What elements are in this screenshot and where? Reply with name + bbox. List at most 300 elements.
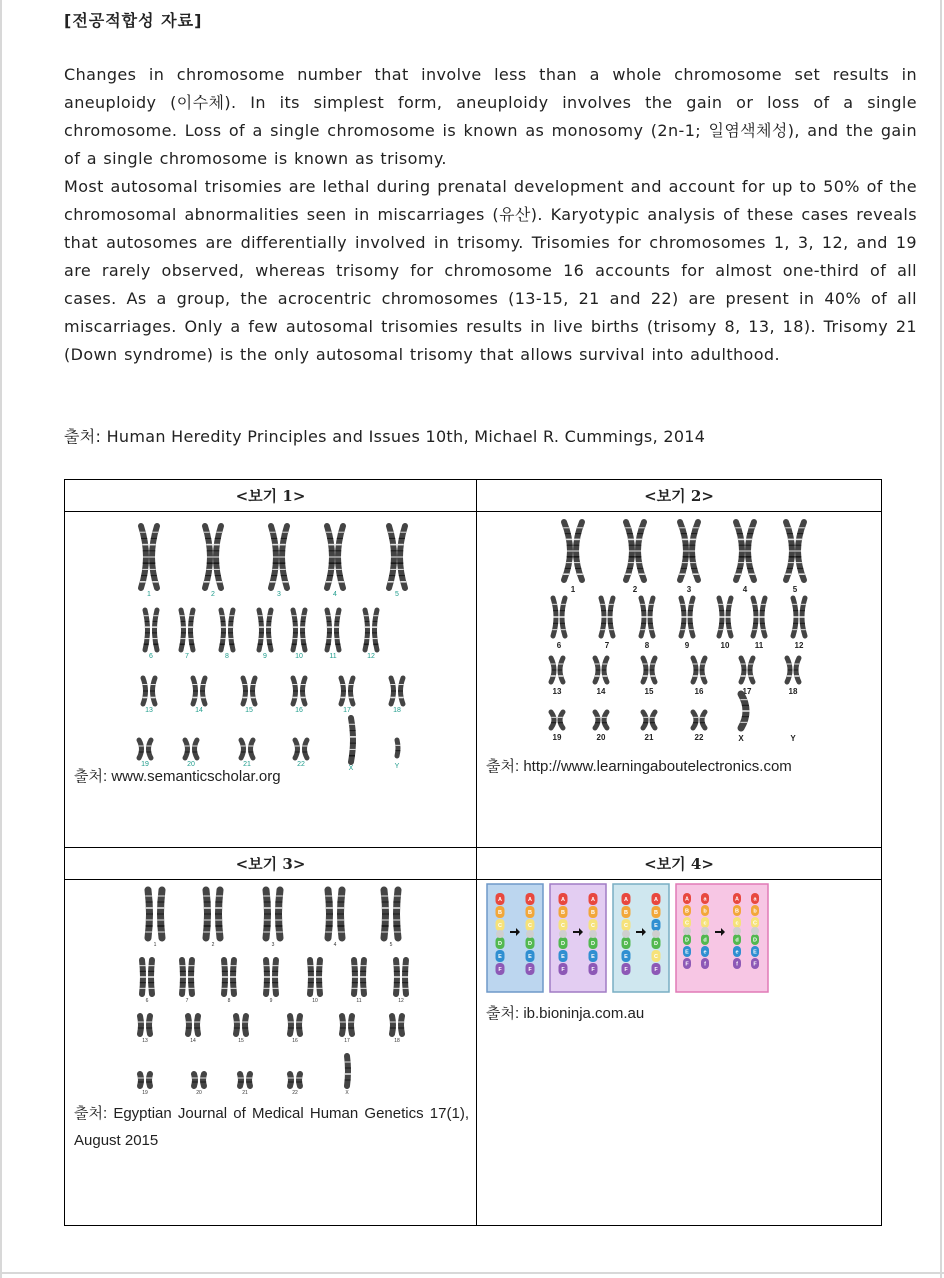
k2-chromosome-5-b: [795, 522, 805, 580]
k3-chromosome-20-b: [200, 1074, 206, 1086]
k1-label-20: 20: [187, 761, 195, 768]
k2-chromosome-11-a: [752, 598, 758, 636]
k2-chromosome-21-b: [650, 712, 655, 728]
panel-3-original-gene-label: C: [624, 923, 628, 929]
k1-label-X: X: [348, 765, 354, 770]
k3-chromosome-8-a: [222, 960, 228, 994]
panel-3-original-gene-label: A: [624, 897, 628, 903]
panel-3-mutated-gene-label: C: [654, 954, 658, 960]
panel-1-original-gene-label: C: [498, 923, 502, 929]
chromosome-mutation-diagram: [486, 883, 770, 995]
example-1-citation: 출처: www.semanticscholar.org: [74, 768, 281, 785]
panel-2-original-gene-label: A: [561, 897, 565, 903]
k2-chromosome-2-b: [635, 522, 645, 580]
karyotype-image-3: [129, 884, 411, 1106]
k3-label-18: 18: [394, 1038, 400, 1044]
panel-4-result-a-gene-label: c: [735, 920, 739, 927]
k1-label-10: 10: [295, 653, 303, 660]
karyotype-3-svg: [129, 884, 411, 1106]
k2-chromosome-22-b: [700, 712, 705, 728]
k2-label-20: 20: [596, 733, 606, 742]
k1-label-5: 5: [395, 591, 399, 598]
k3-label-13: 13: [142, 1038, 148, 1044]
k3-chromosome-17-b: [348, 1016, 354, 1034]
panel-4-result-b-gene-label: E: [753, 949, 757, 956]
k2-chromosome-12-a: [792, 598, 798, 636]
k1-chromosome-1-b: [149, 526, 158, 588]
k2-label-11: 11: [754, 641, 764, 650]
k1-chromosome-2-b: [213, 526, 222, 588]
panel-3-original-gene-label: E: [624, 954, 628, 960]
page-heading: [전공적합성 자료]: [64, 11, 203, 30]
panel-4-result-b-gene-label: b: [753, 908, 757, 915]
example-4-citation: 출처: ib.bioninja.com.au: [486, 1005, 645, 1022]
panel-2-mutated-gene-label: A: [591, 897, 595, 903]
panel-2-original-gene-label: C: [561, 923, 565, 929]
k3-chromosome-3-a: [263, 890, 271, 938]
example-3-header: <보기 3>: [65, 848, 477, 880]
panel-2-mutated-gene-label: E: [591, 954, 595, 960]
panel-4-chrom-b-gene-label: a: [703, 896, 707, 903]
k2-chromosome-19-b: [558, 712, 563, 728]
k1-chromosome-15-a: [242, 678, 248, 704]
k2-chromosome-10-a: [718, 598, 724, 636]
paragraph-trisomies: Most autosomal trisomies are lethal during prenatal development and account for up to 50% of the chromosomal abnormalities seen in miscarriages (유산). Karyotypic analysis of these cases reveals that autosomes are differentially involved in trisomy. Trisomies for chromosomes 1, 3, 12, and 19 are rarely observed, whereas trisomy for chromosome 16 accounts for almost one-third of all cases. As a group, the acrocentric chromosomes (13-15, 21 and 22) are present in 40% of all miscarriages. Only a few autosomal trisomies results in live births (trisomy 8, 13, 18). Trisomy 21 (Down syndrome) is the only autosomal trisomy that allows survival into adulthood.: [64, 177, 917, 364]
k3-chromosome-5-a: [381, 890, 389, 938]
panel-1-original-gene-label: E: [498, 954, 502, 960]
k1-chromosome-4-a: [326, 526, 335, 588]
k1-chromosome-18-a: [390, 678, 396, 704]
k2-chromosome-9-a: [680, 598, 686, 636]
k3-label-11: 11: [356, 998, 362, 1004]
panel-2-original-centromere: [559, 930, 567, 938]
panel-2-mutated-gene-label: D: [591, 941, 595, 947]
k2-label-18: 18: [788, 687, 798, 696]
k1-chromosome-18-b: [398, 678, 404, 704]
k1-chromosome-11-b: [334, 610, 340, 650]
k2-chromosome-11-b: [760, 598, 766, 636]
examples-table: [64, 479, 882, 1226]
example-3-citation: 출처: Egyptian Journal of Medical Human Genetics 17(1), August 2015: [74, 1105, 469, 1149]
panel-4-chrom-a-gene-label: F: [685, 961, 689, 968]
k1-chromosome-10-a: [292, 610, 298, 650]
panel-2-original-gene-label: B: [561, 910, 565, 916]
k2-chromosome-7-a: [600, 598, 606, 636]
k3-chromosome-4-b: [337, 890, 345, 938]
k3-chromosome-1-a: [145, 890, 153, 938]
k2-chromosome-17-a: [741, 658, 747, 682]
k3-label-8: 8: [227, 998, 231, 1004]
k1-chromosome-13-b: [150, 678, 156, 704]
k3-chromosome-20-a: [192, 1074, 198, 1086]
panel-1-mutated-gene-label: E: [528, 954, 532, 960]
k3-chromosome-6-a: [140, 960, 146, 994]
k3-label-5: 5: [389, 942, 393, 948]
panel-1-original-gene-label: A: [498, 897, 502, 903]
k2-chromosome-19-a: [551, 712, 556, 728]
k2-chromosome-15-a: [643, 658, 649, 682]
k3-chromosome-21-b: [246, 1074, 252, 1086]
example-1-header: <보기 1>: [65, 480, 477, 512]
panel-4-result-a-gene-label: f: [736, 961, 738, 968]
panel-3-original-gene-label: D: [624, 941, 628, 947]
k2-chromosome-13-b: [558, 658, 564, 682]
k3-chromosome-5-b: [393, 890, 401, 938]
k1-label-6: 6: [149, 653, 153, 660]
panel-4-chrom-b-gene-label: c: [703, 920, 707, 927]
k1-label-22: 22: [297, 761, 305, 768]
panel-1-mutated-gene-label: B: [528, 910, 532, 916]
k1-chromosome-6-b: [152, 610, 158, 650]
k2-chromosome-4-b: [745, 522, 755, 580]
k1-label-17: 17: [343, 707, 351, 714]
panel-3-original-centromere: [622, 930, 630, 938]
k3-chromosome-X: [345, 1056, 351, 1086]
k2-chromosome-X: [740, 694, 749, 728]
k3-chromosome-19-b: [146, 1074, 152, 1086]
k3-chromosome-1-b: [157, 890, 165, 938]
k1-label-9: 9: [263, 653, 267, 660]
panel-4-chrom-b-gene-label: b: [703, 908, 707, 915]
mutation-panel-4: [676, 884, 768, 992]
panel-1-original-gene-label: F: [498, 967, 502, 973]
k3-label-4: 4: [333, 942, 337, 948]
k2-chromosome-3-b: [689, 522, 699, 580]
panel-1-original-centromere: [496, 930, 504, 938]
k3-label-19: 19: [142, 1090, 148, 1096]
k1-chromosome-20-a: [185, 740, 190, 758]
k2-chromosome-16-a: [693, 658, 699, 682]
example-2-cell: [477, 512, 882, 848]
k2-label-19: 19: [552, 733, 562, 742]
k1-chromosome-8-b: [228, 610, 234, 650]
k3-chromosome-14-b: [194, 1016, 200, 1034]
panel-4-chrom-a-gene-label: D: [685, 937, 689, 944]
panel-1-mutated-gene-label: A: [528, 897, 532, 903]
k2-label-3: 3: [686, 585, 692, 594]
k3-chromosome-7-b: [188, 960, 194, 994]
k2-label-16: 16: [694, 687, 704, 696]
k1-label-2: 2: [211, 591, 215, 598]
k1-label-3: 3: [277, 591, 281, 598]
panel-1-mutated-gene-label: F: [528, 967, 532, 973]
k3-chromosome-18-a: [390, 1016, 396, 1034]
karyotype-2-svg: [537, 516, 822, 752]
k1-chromosome-22-b: [302, 740, 307, 758]
k1-chromosome-5-b: [397, 526, 406, 588]
k3-chromosome-11-a: [352, 960, 358, 994]
example-1-cell: [65, 512, 477, 848]
panel-1-mutated-gene-label: D: [528, 941, 532, 947]
k1-label-16: 16: [295, 707, 303, 714]
k3-chromosome-3-b: [275, 890, 283, 938]
k3-chromosome-4-a: [325, 890, 333, 938]
k3-chromosome-16-a: [288, 1016, 294, 1034]
k2-chromosome-4-a: [735, 522, 745, 580]
k2-chromosome-14-b: [602, 658, 608, 682]
k1-chromosome-13-a: [142, 678, 148, 704]
panel-1-mutated-gene-label: C: [528, 923, 532, 929]
panel-4-result-b-gene-label: a: [753, 896, 757, 903]
k2-chromosome-9-b: [688, 598, 694, 636]
k1-chromosome-19-a: [139, 740, 144, 758]
k2-chromosome-6-b: [560, 598, 566, 636]
k1-chromosome-3-b: [279, 526, 288, 588]
page-frame-right: [940, 0, 942, 1278]
panel-4-chrom-a-gene-label: E: [685, 949, 689, 956]
panel-3-mutated-gene-label: F: [654, 967, 658, 973]
k3-label-X: X: [345, 1090, 349, 1096]
k2-chromosome-7-b: [608, 598, 614, 636]
k1-label-1: 1: [147, 591, 151, 598]
k2-label-12: 12: [794, 641, 804, 650]
k3-label-15: 15: [238, 1038, 244, 1044]
k3-chromosome-11-b: [360, 960, 366, 994]
panel-2-mutated-centromere: [589, 930, 597, 938]
k3-chromosome-10-b: [316, 960, 322, 994]
k2-chromosome-15-b: [650, 658, 656, 682]
k2-chromosome-10-b: [726, 598, 732, 636]
k3-chromosome-2-b: [215, 890, 223, 938]
panel-2-original-gene-label: F: [561, 967, 565, 973]
k2-chromosome-17-b: [748, 658, 754, 682]
k1-label-13: 13: [145, 707, 153, 714]
k2-label-2: 2: [632, 585, 638, 594]
k2-label-6: 6: [556, 641, 562, 650]
k2-label-15: 15: [644, 687, 654, 696]
k1-chromosome-5-a: [388, 526, 397, 588]
source-citation: 출처: Human Heredity Principles and Issues 10th, Michael R. Cummings, 2014: [64, 427, 706, 446]
k3-label-9: 9: [269, 998, 273, 1004]
k3-chromosome-2-a: [203, 890, 211, 938]
k1-chromosome-16-b: [300, 678, 306, 704]
panel-4-chrom-b-centromere: [701, 927, 709, 935]
k1-chromosome-21-b: [248, 740, 253, 758]
k1-label-8: 8: [225, 653, 229, 660]
k2-chromosome-3-a: [679, 522, 689, 580]
k2-label-X: X: [738, 734, 744, 743]
panel-4-result-b-gene-label: D: [753, 937, 757, 944]
panel-4-chrom-b-gene-label: f: [704, 961, 706, 968]
k1-chromosome-15-b: [250, 678, 256, 704]
k2-chromosome-21-a: [643, 712, 648, 728]
k1-chromosome-7-a: [180, 610, 186, 650]
k3-label-22: 22: [292, 1090, 298, 1096]
k3-chromosome-6-b: [148, 960, 154, 994]
k3-label-20: 20: [196, 1090, 202, 1096]
k1-label-4: 4: [333, 591, 337, 598]
panel-4-chrom-b-gene-label: e: [703, 949, 707, 956]
k2-chromosome-20-a: [595, 712, 600, 728]
k3-label-10: 10: [312, 998, 318, 1004]
k3-chromosome-7-a: [180, 960, 186, 994]
panel-4-result-a-gene-label: d: [735, 937, 739, 944]
k3-label-1: 1: [153, 942, 157, 948]
k2-chromosome-18-a: [787, 658, 793, 682]
k2-chromosome-22-a: [693, 712, 698, 728]
k3-chromosome-15-b: [242, 1016, 248, 1034]
k1-chromosome-22-a: [295, 740, 300, 758]
mutation-panel-2: [550, 884, 606, 992]
k2-label-Y: Y: [790, 734, 796, 743]
k2-chromosome-16-b: [700, 658, 706, 682]
k1-label-21: 21: [243, 761, 251, 768]
k3-chromosome-10-a: [308, 960, 314, 994]
panel-4-chrom-a-centromere: [683, 927, 691, 935]
k2-chromosome-8-a: [640, 598, 646, 636]
k2-chromosome-12-b: [800, 598, 806, 636]
panel-1-mutated-centromere: [526, 930, 534, 938]
panel-1-original-gene-label: B: [498, 910, 502, 916]
k2-chromosome-1-b: [573, 522, 583, 580]
panel-2-original-gene-label: E: [561, 954, 565, 960]
panel-3-original-gene-label: B: [624, 910, 628, 916]
panel-3-mutated-gene-label: D: [654, 941, 658, 947]
k3-label-21: 21: [242, 1090, 248, 1096]
k2-chromosome-6-a: [552, 598, 558, 636]
panel-2-mutated-gene-label: C: [591, 923, 595, 929]
example-2-citation: 출처: http://www.learningaboutelectronics.com: [486, 758, 792, 775]
k3-chromosome-12-a: [394, 960, 400, 994]
k2-chromosome-18-b: [794, 658, 800, 682]
k2-label-10: 10: [720, 641, 730, 650]
panel-4-chrom-b-gene-label: d: [703, 937, 707, 944]
k1-label-12: 12: [367, 653, 375, 660]
k3-chromosome-9-b: [272, 960, 278, 994]
panel-4-chrom-a-gene-label: C: [685, 920, 689, 927]
k2-chromosome-1-a: [563, 522, 573, 580]
k1-label-7: 7: [185, 653, 189, 660]
k1-chromosome-1-a: [140, 526, 149, 588]
k1-chromosome-10-b: [300, 610, 306, 650]
panel-2-mutated-gene-label: B: [591, 910, 595, 916]
k1-label-11: 11: [329, 653, 337, 660]
page-frame-left: [0, 0, 2, 1278]
k1-label-19: 19: [141, 761, 149, 768]
k2-label-9: 9: [684, 641, 690, 650]
k1-chromosome-2-a: [204, 526, 213, 588]
paragraph-aneuploidy: Changes in chromosome number that involve less than a whole chromosome set results in aneuploidy (이수체). In its simplest form, aneuploidy involves the gain or loss of a single chromosome. Loss of a single chromosome is known as monosomy (2n-1; 일염색체성), and the gain of a single chromosome is known as trisomy.: [64, 65, 917, 168]
panel-4-result-a-gene-label: A: [735, 896, 739, 903]
k2-label-5: 5: [792, 585, 798, 594]
k1-label-Y: Y: [394, 763, 400, 770]
k1-chromosome-9-b: [266, 610, 272, 650]
panel-4-result-a-gene-label: e: [735, 949, 739, 956]
panel-3-mutated-centromere: [652, 930, 660, 938]
k3-chromosome-16-b: [296, 1016, 302, 1034]
panel-4-chrom-a-gene-label: A: [685, 896, 689, 903]
k1-label-18: 18: [393, 707, 401, 714]
k3-label-17: 17: [344, 1038, 350, 1044]
k3-chromosome-8-b: [230, 960, 236, 994]
k1-chromosome-9-a: [258, 610, 264, 650]
panel-4-result-a-centromere: [733, 927, 741, 935]
panel-4-result-b-gene-label: F: [753, 961, 757, 968]
k3-chromosome-13-a: [138, 1016, 144, 1034]
k1-chromosome-Y: [395, 740, 400, 756]
panel-3-mutated-gene-label: A: [654, 897, 658, 903]
k1-chromosome-8-a: [220, 610, 226, 650]
k2-label-13: 13: [552, 687, 562, 696]
k3-chromosome-14-a: [186, 1016, 192, 1034]
mutation-panel-1: [487, 884, 543, 992]
k1-chromosome-19-b: [146, 740, 151, 758]
k1-chromosome-21-a: [241, 740, 246, 758]
k3-label-6: 6: [145, 998, 149, 1004]
k1-chromosome-14-a: [192, 678, 198, 704]
example-4-cell: [477, 880, 882, 1226]
k3-label-16: 16: [292, 1038, 298, 1044]
panel-3-mutated-gene-label: E: [654, 923, 658, 929]
panel-3-mutated-gene-label: B: [654, 910, 658, 916]
k2-label-4: 4: [742, 585, 748, 594]
example-2-header: <보기 2>: [477, 480, 882, 512]
panel-1-original-gene-label: D: [498, 941, 502, 947]
k3-chromosome-17-a: [340, 1016, 346, 1034]
k2-label-1: 1: [570, 585, 576, 594]
k1-label-14: 14: [195, 707, 203, 714]
mutation-diagram-svg: [486, 883, 770, 995]
karyotype-image-1: [129, 518, 411, 770]
example-3-cell: [65, 880, 477, 1226]
panel-4-chrom-a-gene-label: B: [685, 908, 689, 915]
k3-label-2: 2: [211, 942, 215, 948]
k1-chromosome-7-b: [188, 610, 194, 650]
k3-label-7: 7: [185, 998, 189, 1004]
k3-chromosome-22-a: [288, 1074, 294, 1086]
mutation-panel-3: [613, 884, 669, 992]
k3-chromosome-18-b: [398, 1016, 404, 1034]
k2-chromosome-5-a: [785, 522, 795, 580]
k1-chromosome-14-b: [200, 678, 206, 704]
k3-chromosome-12-b: [402, 960, 408, 994]
k2-label-7: 7: [604, 641, 610, 650]
k3-label-14: 14: [190, 1038, 196, 1044]
k3-label-12: 12: [398, 998, 404, 1004]
k3-chromosome-9-a: [264, 960, 270, 994]
k1-chromosome-12-b: [372, 610, 378, 650]
k1-chromosome-17-a: [340, 678, 346, 704]
k2-label-14: 14: [596, 687, 606, 696]
panel-2-mutated-gene-label: F: [591, 967, 595, 973]
k1-chromosome-16-a: [292, 678, 298, 704]
panel-2-original-gene-label: D: [561, 941, 565, 947]
k1-chromosome-20-b: [192, 740, 197, 758]
example-4-header: <보기 4>: [477, 848, 882, 880]
k2-label-17: 17: [742, 687, 752, 696]
k1-chromosome-17-b: [348, 678, 354, 704]
k3-label-3: 3: [271, 942, 275, 948]
k2-chromosome-14-a: [595, 658, 601, 682]
k2-chromosome-8-b: [648, 598, 654, 636]
k1-chromosome-12-a: [364, 610, 370, 650]
k1-chromosome-11-a: [326, 610, 332, 650]
panel-4-result-b-centromere: [751, 927, 759, 935]
panel-4-result-b-gene-label: C: [753, 920, 757, 927]
k2-label-8: 8: [644, 641, 650, 650]
panel-4-result-a-gene-label: B: [735, 908, 739, 915]
k2-label-21: 21: [644, 733, 654, 742]
k3-chromosome-15-a: [234, 1016, 240, 1034]
karyotype-1-svg: [129, 518, 411, 770]
k2-chromosome-13-a: [551, 658, 557, 682]
k1-label-15: 15: [245, 707, 253, 714]
k1-chromosome-6-a: [144, 610, 150, 650]
k3-chromosome-19-a: [138, 1074, 144, 1086]
k2-chromosome-2-a: [625, 522, 635, 580]
k3-chromosome-21-a: [238, 1074, 244, 1086]
k3-chromosome-13-b: [146, 1016, 152, 1034]
